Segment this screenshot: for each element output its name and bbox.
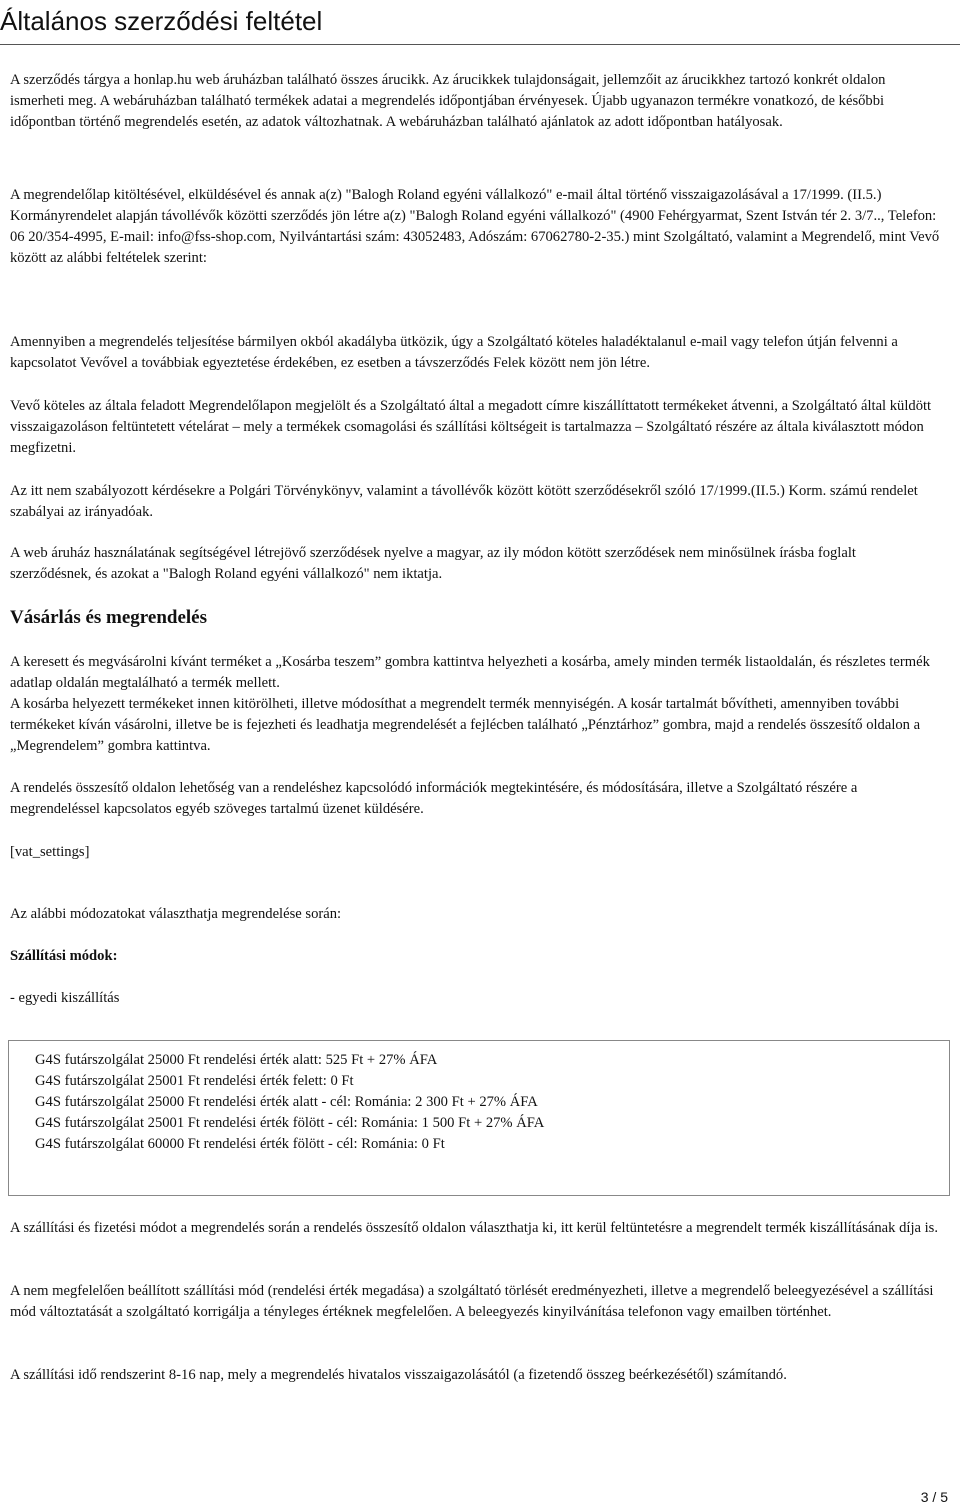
paragraph-add-to-cart: A keresett és megvásárolni kívánt terméket a „Kosárba teszem” gombra kattintva helyezheti a kosárba, amely minden termék listaoldalán, és részletes termék adatlap oldalán megtalálható a termék mellett. (10, 654, 930, 691)
paragraph-shipping-selection: A szállítási és fizetési módot a megrendelés során a rendelés összesítő oldalon választhatja ki, itt kerül feltüntetésre a megrendelt termék kiszállításának díja is. (10, 1220, 939, 1236)
shipping-rate-row: G4S futárszolgálat 25000 Ft rendelési érték alatt: 525 Ft + 27% ÁFA (35, 1052, 438, 1068)
paragraph-order-summary: A rendelés összesítő oldalon lehetőség van a rendeléshez kapcsolódó információk megtekintésére, és módosítására, illetve a Szolgáltató részére a megrendeléssel kapcsolatos egyéb szöveges tartalmú üzenet küldésére. (10, 780, 858, 817)
shipping-rate-row: G4S futárszolgálat 60000 Ft rendelési érték fölött - cél: Románia: 0 Ft (35, 1136, 445, 1152)
page-number: 3 / 5 (920, 1489, 948, 1505)
paragraph-modes-intro: Az alábbi módozatokat választhatja megrendelése során: (10, 906, 342, 922)
paragraph-buyer-obligations: Vevő köteles az általa feladott Megrendelőlapon megjelölt és a Szolgáltató által a megadott címre kiszállíttatott termékeket átvenni, a Szolgáltató által küldött visszaigazoláson feltüntetett vételárat – mely a termékek csomagolási és szállítási költségeit is tartalmazza – Szolgáltató részére az általa kiválasztott módon megfizetni. (10, 398, 932, 456)
paragraph-obstacle: Amennyiben a megrendelés teljesítése bármilyen okból akadályba ütközik, úgy a Szolgáltató köteles haladéktalanul e-mail vagy telefon útján felvenni a kapcsolatot Vevővel a továbbiak egyeztetése érdekében, ez esetben a távszerződés Felek között nem jön létre. (10, 334, 898, 371)
shipping-method-item: - egyedi kiszállítás (10, 990, 120, 1006)
paragraph-governing-law: Az itt nem szabályozott kérdésekre a Polgári Törvénykönyv, valamint a távollévők között kötött szerződésekről szóló 17/1999.(II.5.) Korm. számú rendelet szabályai az irányadóak. (10, 483, 918, 520)
shortcode-vat-settings: [vat_settings] (10, 844, 90, 860)
title-divider (0, 44, 960, 45)
page-title: Általános szerződési feltétel (0, 6, 323, 36)
paragraph-delivery-time: A szállítási idő rendszerint 8-16 nap, mely a megrendelés hivatalos visszaigazolásától (a fizetendő összeg beérkezésétől) számítandó. (10, 1367, 787, 1383)
shipping-methods-heading: Szállítási módok: (10, 948, 118, 964)
intro-paragraph-contract: A megrendelőlap kitöltésével, elküldésével és annak a(z) "Balogh Roland egyéni vállalkozó" e-mail által történő visszaigazolásával a 17/1999. (II.5.) Kormányrendelet alapján távollévők közötti szerződés jön létre a(z) "Balogh Roland egyéni vállalkozó" (4900 Fehérgyarmat, Szent István tér 2. 3/7.., Telefon: 06 20/354-4995, E-mail: info@fss-shop.com, Nyilvántartási szám: 43052483, Adószám: 67062780-2-35.) mint Szolgáltató, valamint a Megrendelő, mint Vevő között az alábbi feltételek szerint: (10, 187, 940, 266)
intro-paragraph-subject: A szerződés tárgya a honlap.hu web áruházban található összes árucikk. Az árucikkek tulajdonságait, jellemzőit az árucikkhez tartozó konkrét oldalon ismerheti meg. A webáruházban található termékek adatai a megrendelés időpontjában érvényesek. Újabb ugyanazon termékre vonatkozó, de későbbi időpontban történő megrendelés esetén, az adatok változhatnak. A webáruházban található ajánlatok az adott időpontban hatályosak. (10, 72, 886, 130)
paragraph-language: A web áruház használatának segítségével létrejövő szerződések nyelve a magyar, az ily módon kötött szerződések nem minősülnek írásba foglalt szerződésnek, és azokat a "Balogh Roland egyéni vállalkozó" nem iktatja. (10, 545, 856, 582)
shipping-rate-row: G4S futárszolgálat 25001 Ft rendelési érték fölött - cél: Románia: 1 500 Ft + 27% ÁFA (35, 1115, 545, 1131)
shipping-rate-row: G4S futárszolgálat 25001 Ft rendelési érték felett: 0 Ft (35, 1073, 354, 1089)
paragraph-incorrect-shipping: A nem megfelelően beállított szállítási mód (rendelési érték megadása) a szolgáltató törlését eredményezheti, illetve a megrendelő beleegyezésével a szállítási mód változtatását a szolgáltató korrigálja a tényleges értéknek megfelelően. A beleegyezés kinyilvánítása telefonon vagy emailben történhet. (10, 1283, 934, 1320)
shipping-rates-box (8, 1040, 950, 1196)
section-heading-purchase: Vásárlás és megrendelés (10, 607, 208, 628)
paragraph-cart-edit: A kosárba helyezett termékeket innen kitörölheti, illetve módosíthat a megrendelt termék mennyiségén. A kosár tartalmát bővítheti, amennyiben további termékeket kíván vásárolni, illetve be is fejezheti és leadhatja megrendelését a fejlécben található „Pénztárhoz” gombra, majd a rendelés összesítő oldalon a „Megrendelem” gombra kattintva. (10, 696, 921, 754)
shipping-rate-row: G4S futárszolgálat 25000 Ft rendelési érték alatt - cél: Románia: 2 300 Ft + 27% ÁFA (35, 1094, 538, 1110)
